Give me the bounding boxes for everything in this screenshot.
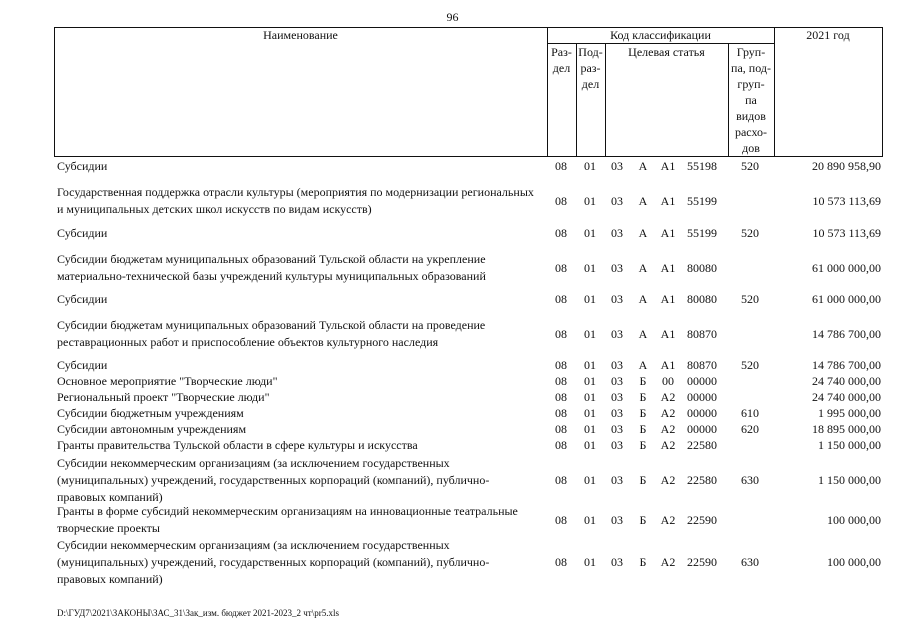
row-cell-d: 00000 <box>687 374 717 388</box>
page-number: 96 <box>446 10 459 24</box>
row-cell-b: Б <box>639 555 647 569</box>
row-name: Основное мероприятие "Творческие люди" <box>57 374 278 388</box>
row-cell-vr: 630 <box>741 473 759 487</box>
row-cell-d: 80870 <box>687 358 717 372</box>
row-cell-r: 08 <box>555 406 567 420</box>
header-name: Наименование <box>263 28 338 42</box>
row-cell-sum: 20 890 958,90 <box>812 159 881 173</box>
row-cell-c: А2 <box>660 422 676 436</box>
row-cell-pr: 01 <box>584 327 596 341</box>
row-cell-r: 08 <box>555 358 567 372</box>
row-cell-sum: 1 995 000,00 <box>818 406 881 420</box>
row-cell-d: 55198 <box>687 159 717 173</box>
row-cell-d: 22580 <box>687 473 717 487</box>
header-vid: Груп- па, под- груп- па видов расхо- дов <box>731 45 771 155</box>
row-cell-sum: 14 786 700,00 <box>812 358 881 372</box>
row-name: Субсидии автономным учреждениям <box>57 422 247 436</box>
row-cell-pr: 01 <box>584 513 596 527</box>
row-cell-c: А1 <box>660 194 676 208</box>
header-razdel: Раз- дел <box>551 45 572 75</box>
row-cell-pr: 01 <box>584 226 596 240</box>
row-cell-b: А <box>638 261 648 275</box>
row-cell-c: А1 <box>660 226 676 240</box>
header-code-group: Код классификации <box>610 28 711 42</box>
row-cell-a: 03 <box>611 327 623 341</box>
row-cell-sum: 1 150 000,00 <box>818 438 881 452</box>
row-cell-c: А1 <box>660 261 676 275</box>
header-podrazdel: Под- раз- дел <box>578 45 603 91</box>
row-cell-sum: 1 150 000,00 <box>818 473 881 487</box>
row-cell-a: 03 <box>611 438 623 452</box>
row-cell-b: А <box>638 226 648 240</box>
row-cell-pr: 01 <box>584 422 596 436</box>
row-name: Субсидии некоммерческим организациям (за исключением государственных (муниципальных) учреждений, государственных корпораций (компаний), публично-правовых компаний) <box>57 538 490 586</box>
row-cell-r: 08 <box>555 390 567 404</box>
header-bottom-border <box>54 156 883 157</box>
row-cell-vr: 520 <box>741 292 759 306</box>
row-cell-b: А <box>638 327 648 341</box>
row-cell-d: 80080 <box>687 261 717 275</box>
row-cell-vr: 520 <box>741 226 759 240</box>
row-cell-sum: 100 000,00 <box>827 555 881 569</box>
row-cell-d: 00000 <box>687 422 717 436</box>
row-cell-b: А <box>638 159 648 173</box>
row-name: Гранты в форме субсидий некоммерческим организациям на инновационные театральные творческие проекты <box>57 504 518 535</box>
row-cell-sum: 24 740 000,00 <box>812 390 881 404</box>
row-cell-sum: 10 573 113,69 <box>812 194 881 208</box>
row-cell-b: Б <box>639 473 647 487</box>
row-cell-sum: 10 573 113,69 <box>812 226 881 240</box>
row-cell-c: А2 <box>660 390 676 404</box>
row-name: Субсидии <box>57 358 108 372</box>
row-cell-d: 22580 <box>687 438 717 452</box>
row-cell-a: 03 <box>611 159 623 173</box>
row-cell-d: 80870 <box>687 327 717 341</box>
row-cell-pr: 01 <box>584 438 596 452</box>
row-cell-a: 03 <box>611 358 623 372</box>
row-cell-a: 03 <box>611 422 623 436</box>
header-year: 2021 год <box>806 28 850 42</box>
row-cell-a: 03 <box>611 226 623 240</box>
row-name: Субсидии <box>57 226 108 240</box>
row-cell-c: А2 <box>660 406 676 420</box>
row-cell-pr: 01 <box>584 406 596 420</box>
row-cell-a: 03 <box>611 555 623 569</box>
row-cell-r: 08 <box>555 555 567 569</box>
row-cell-r: 08 <box>555 327 567 341</box>
header-border-right <box>882 27 883 157</box>
row-cell-r: 08 <box>555 159 567 173</box>
row-name: Субсидии <box>57 292 108 306</box>
row-cell-vr: 520 <box>741 358 759 372</box>
row-cell-a: 03 <box>611 390 623 404</box>
row-cell-b: Б <box>639 422 647 436</box>
header-target: Целевая статья <box>628 45 705 59</box>
row-cell-vr: 520 <box>741 159 759 173</box>
row-name: Субсидии бюджетам муниципальных образований Тульской области на укрепление материально-технической базы учреждений культуры муниципальных образований <box>57 252 486 283</box>
row-cell-b: А <box>638 194 648 208</box>
row-cell-c: А1 <box>660 358 676 372</box>
row-cell-r: 08 <box>555 513 567 527</box>
row-cell-sum: 61 000 000,00 <box>812 261 881 275</box>
row-cell-sum: 100 000,00 <box>827 513 881 527</box>
row-cell-c: А2 <box>660 438 676 452</box>
header-border-vid <box>774 27 775 157</box>
row-cell-d: 80080 <box>687 292 717 306</box>
row-cell-sum: 61 000 000,00 <box>812 292 881 306</box>
row-cell-a: 03 <box>611 473 623 487</box>
row-name: Субсидии бюджетам муниципальных образований Тульской области на проведение реставрационных работ и приспособление объектов культурного наследия <box>57 318 486 349</box>
row-cell-vr: 610 <box>741 406 759 420</box>
row-cell-b: А <box>638 292 648 306</box>
row-cell-pr: 01 <box>584 261 596 275</box>
row-cell-b: Б <box>639 374 647 388</box>
row-cell-d: 00000 <box>687 390 717 404</box>
row-cell-d: 55199 <box>687 226 717 240</box>
row-cell-pr: 01 <box>584 292 596 306</box>
row-cell-c: А2 <box>660 513 676 527</box>
row-cell-c: А1 <box>660 159 676 173</box>
row-cell-c: А2 <box>660 555 676 569</box>
row-cell-d: 55199 <box>687 194 717 208</box>
row-cell-pr: 01 <box>584 159 596 173</box>
row-cell-c: А1 <box>660 327 676 341</box>
row-cell-r: 08 <box>555 473 567 487</box>
row-cell-r: 08 <box>555 374 567 388</box>
row-cell-b: Б <box>639 438 647 452</box>
row-cell-b: Б <box>639 406 647 420</box>
row-cell-sum: 24 740 000,00 <box>812 374 881 388</box>
row-name: Субсидии <box>57 159 108 173</box>
header-border-podrazdel <box>605 43 606 157</box>
row-cell-a: 03 <box>611 292 623 306</box>
row-name: Региональный проект "Творческие люди" <box>57 390 270 404</box>
row-cell-r: 08 <box>555 422 567 436</box>
row-cell-pr: 01 <box>584 194 596 208</box>
row-cell-a: 03 <box>611 374 623 388</box>
row-cell-d: 22590 <box>687 555 717 569</box>
row-cell-r: 08 <box>555 261 567 275</box>
table-header <box>54 27 883 157</box>
row-cell-c: А1 <box>660 292 676 306</box>
row-cell-pr: 01 <box>584 390 596 404</box>
row-cell-pr: 01 <box>584 473 596 487</box>
row-cell-sum: 14 786 700,00 <box>812 327 881 341</box>
row-cell-a: 03 <box>611 406 623 420</box>
row-cell-d: 00000 <box>687 406 717 420</box>
row-cell-b: А <box>638 358 648 372</box>
row-cell-c: А2 <box>660 473 676 487</box>
row-name: Субсидии бюджетным учреждениям <box>57 406 244 420</box>
row-name: Государственная поддержка отрасли культуры (мероприятия по модернизации региональных и муниципальных детских школ искусств по видам искусств) <box>57 185 534 216</box>
row-cell-a: 03 <box>611 194 623 208</box>
row-cell-c: 00 <box>662 374 674 388</box>
header-border-left <box>54 27 55 157</box>
row-cell-b: Б <box>639 390 647 404</box>
row-cell-pr: 01 <box>584 374 596 388</box>
row-cell-r: 08 <box>555 226 567 240</box>
row-cell-vr: 630 <box>741 555 759 569</box>
row-cell-vr: 620 <box>741 422 759 436</box>
row-cell-d: 22590 <box>687 513 717 527</box>
row-cell-a: 03 <box>611 513 623 527</box>
row-name: Гранты правительства Тульской области в сфере культуры и искусства <box>57 438 418 452</box>
row-name: Субсидии некоммерческим организациям (за исключением государственных (муниципальных) учреждений, государственных корпораций (компаний), публично-правовых компаний) <box>57 456 490 504</box>
row-cell-r: 08 <box>555 194 567 208</box>
row-cell-r: 08 <box>555 292 567 306</box>
row-cell-sum: 18 895 000,00 <box>812 422 881 436</box>
row-cell-pr: 01 <box>584 555 596 569</box>
row-cell-r: 08 <box>555 438 567 452</box>
row-cell-b: Б <box>639 513 647 527</box>
row-cell-a: 03 <box>611 261 623 275</box>
row-cell-pr: 01 <box>584 358 596 372</box>
file-path-footer: D:\ГУД7\2021\ЗАКОНЫ\ЗАС_31\Зак_изм. бюджет 2021-2023_2 чт\pr5.xls <box>57 608 339 618</box>
